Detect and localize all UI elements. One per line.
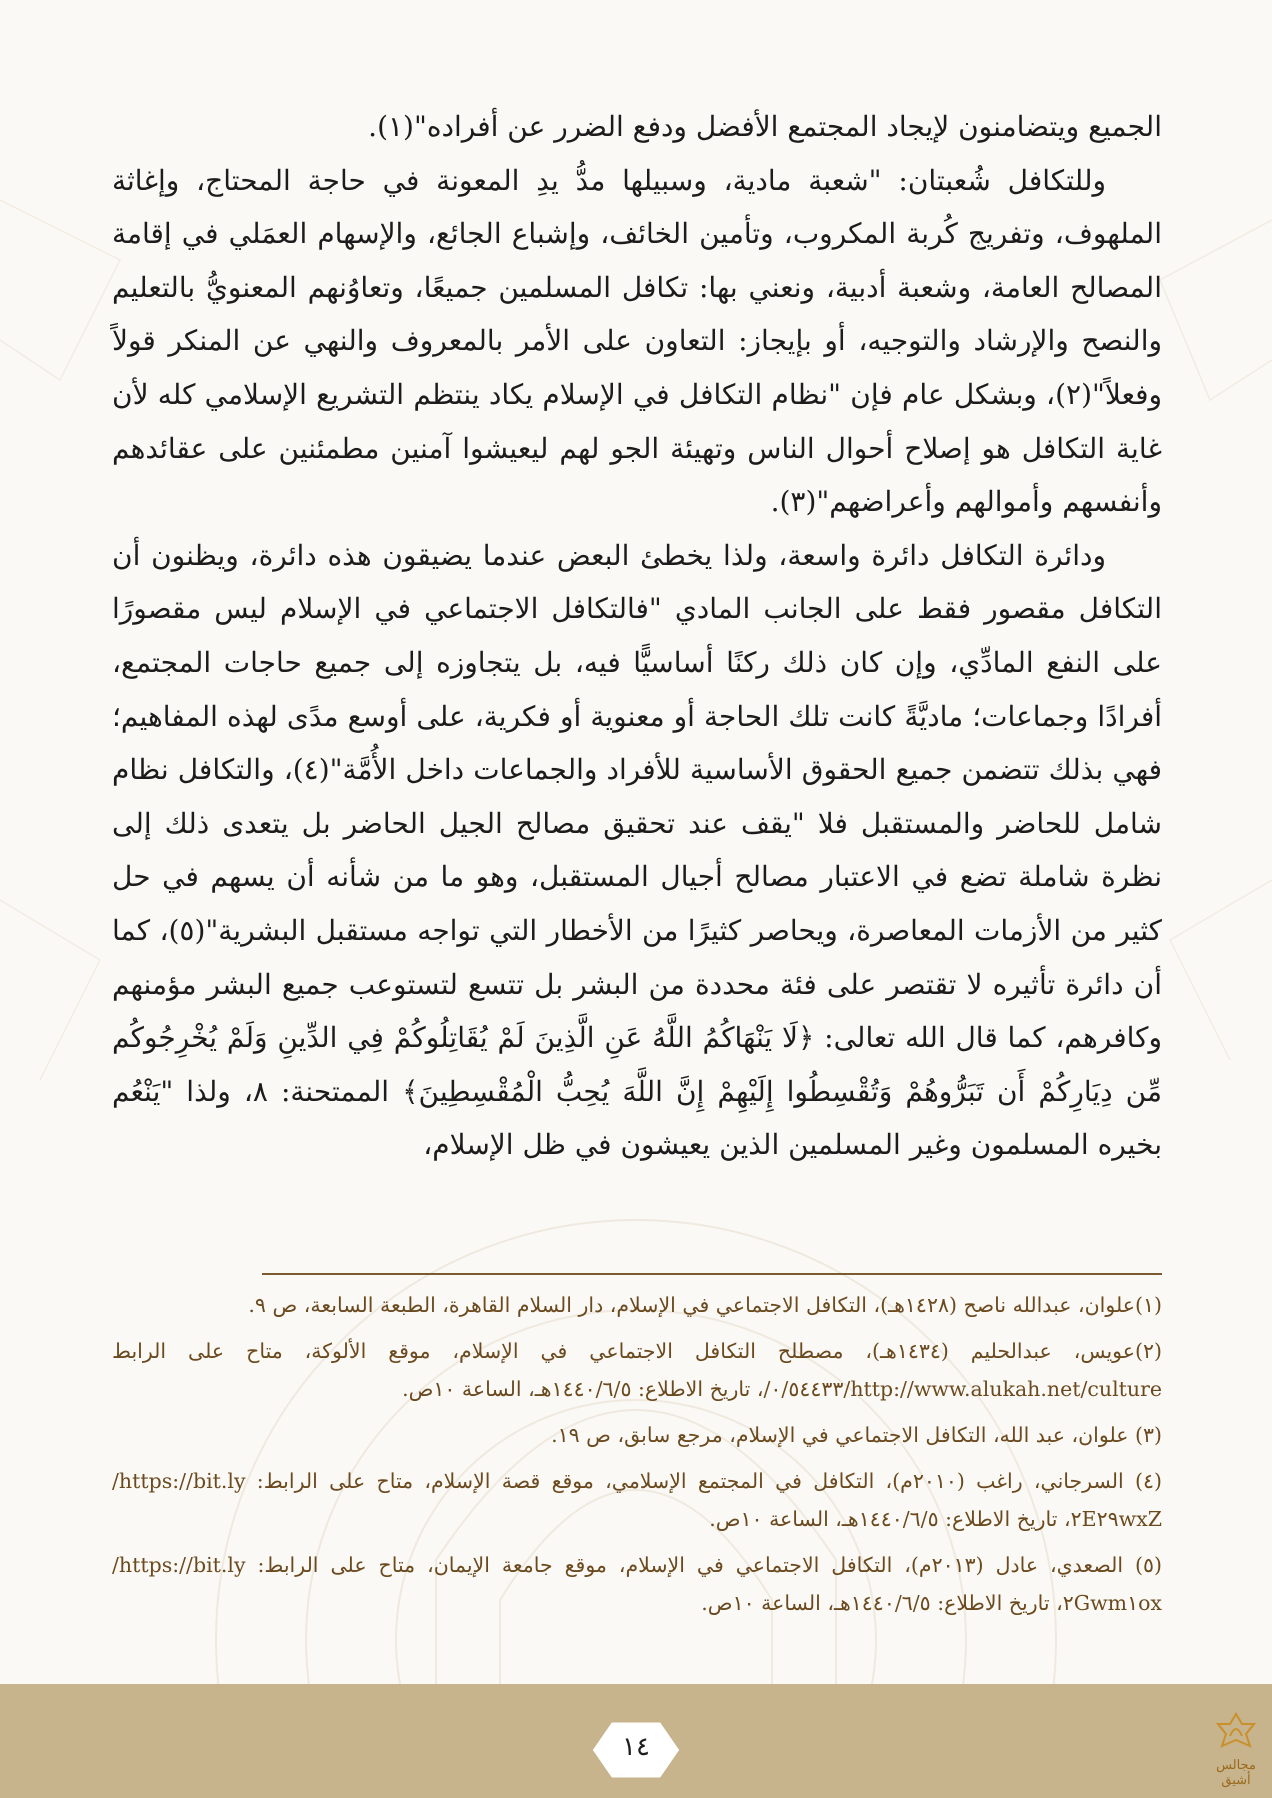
footnotes xyxy=(112,1286,1162,1630)
paragraph-2: وللتكافل شُعبتان: "شعبة مادية، وسبيلها مدُّ يدِ المعونة في حاجة المحتاج، وإغاثة الملهوف، وتفريج كُربة المكروب، وتأمين الخائف، وإشباع الجائع، والإسهام العمَلي في إقامة المصالح العامة، وشعبة أدبية، ونعني بها: تكافل المسلمين جميعًا، وتعاوُنهم المعنويُّ بالتعليم والنصح والإرشاد والتوجيه، أو بإيجاز: التعاون على الأمر بالمعروف والنهي عن المنكر قولاً وفعلاً"(٢)، وبشكل عام فإن "نظام التكافل في الإسلام يكاد ينتظم التشريع الإسلامي كله لأن غاية التكافل هو إصلاح أحوال الناس وتهيئة الجو لهم ليعيشوا آمنين مطمئنين على عقائدهم وأنفسهم وأموالهم وأعراضهم"(٣). xyxy=(112,163,1162,519)
publisher-logo xyxy=(1208,1712,1264,1792)
footnote-5: (٥) الصعدي، عادل (٢٠١٣م)، التكافل الاجتماعي في الإسلام، موقع جامعة الإيمان، متاح على الرابط: https://bit.ly/٢Gwm١ox، تاريخ الاطلاع: ١٤٤٠/٦/٥هـ، الساعة ١٠ص. xyxy=(112,1553,1162,1615)
footnote-separator xyxy=(262,1273,1162,1275)
logo-emblem-icon xyxy=(1216,1712,1256,1758)
body-text xyxy=(112,100,1162,1172)
footnote-2: (٢)عويس، عبدالحليم (١٤٣٤هـ)، مصطلح التكافل الاجتماعي في الإسلام، موقع الألوكة، متاح على الرابط http://www.alukah.net/culture/٠/٥٤٤٣٣/، تاريخ الاطلاع: ١٤٤٠/٦/٥هـ، الساعة ١٠ص. xyxy=(112,1339,1162,1401)
footnote-4: (٤) السرجاني، راغب (٢٠١٠م)، التكافل في المجتمع الإسلامي، موقع قصة الإسلام، متاح على الرابط: https://bit.ly/٢E٢٩wxZ، تاريخ الاطلاع: ١٤٤٠/٦/٥هـ، الساعة ١٠ص. xyxy=(112,1469,1163,1531)
footnote-1: (١)علوان، عبدالله ناصح (١٤٢٨هـ)، التكافل الاجتماعي في الإسلام، دار السلام القاهرة، الطبعة السابعة، ص ٩. xyxy=(248,1293,1162,1317)
paragraph-1: الجميع ويتضامنون لإيجاد المجتمع الأفضل ودفع الضرر عن أفراده"(١). xyxy=(368,110,1162,143)
logo-caption: مجالس أشيق xyxy=(1216,1758,1256,1788)
footnote-3: (٣) علوان، عبد الله، التكافل الاجتماعي في الإسلام، مرجع سابق، ص ١٩. xyxy=(551,1423,1162,1447)
main-text xyxy=(112,100,1162,1172)
paragraph-3: ودائرة التكافل دائرة واسعة، ولذا يخطئ البعض عندما يضيقون هذه دائرة، ويظنون أن التكافل مقصور فقط على الجانب المادي "فالتكافل الاجتماعي في الإسلام ليس مقصورًا على النفع المادِّي، وإن كان ذلك ركنًا أساسيًّا فيه، بل يتجاوزه إلى جميع حاجات المجتمع، أفرادًا وجماعات؛ ماديَّةً كانت تلك الحاجة أو معنوية أو فكرية، على أوسع مدًى لهذه المفاهيم؛ فهي بذلك تتضمن جميع الحقوق الأساسية للأفراد والجماعات داخل الأُمَّة"(٤)، والتكافل نظام شامل للحاضر والمستقبل فلا "يقف عند تحقيق مصالح الجيل الحاضر بل يتعدى ذلك إلى نظرة شاملة تضع في الاعتبار مصالح أجيال المستقبل، وهو ما من شأنه أن يسهم في حل كثير من الأزمات المعاصرة، ويحاصر كثيرًا من الأخطار التي تواجه مستقبل البشرية"(٥)، كما أن دائرة تأثيره لا تقتصر على فئة محددة من البشر بل تتسع لتستوعب جميع البشر مؤمنهم وكافرهم، كما قال الله تعالى: ﴿لَا يَنْهَاكُمُ اللَّهُ عَنِ الَّذِينَ لَمْ يُقَاتِلُوكُمْ فِي الدِّينِ وَلَمْ يُخْرِجُوكُم مِّن دِيَارِكُمْ أَن تَبَرُّوهُمْ وَتُقْسِطُوا إِلَيْهِمْ إِنَّ اللَّهَ يُحِبُّ الْمُقْسِطِينَ﴾ الممتحنة: ٨، ولذا "يَنْعُم بخيره المسلمون وغير المسلمين الذين يعيشون في ظل الإسلام، xyxy=(112,538,1162,1162)
page-number: ١٤ xyxy=(622,1732,650,1762)
